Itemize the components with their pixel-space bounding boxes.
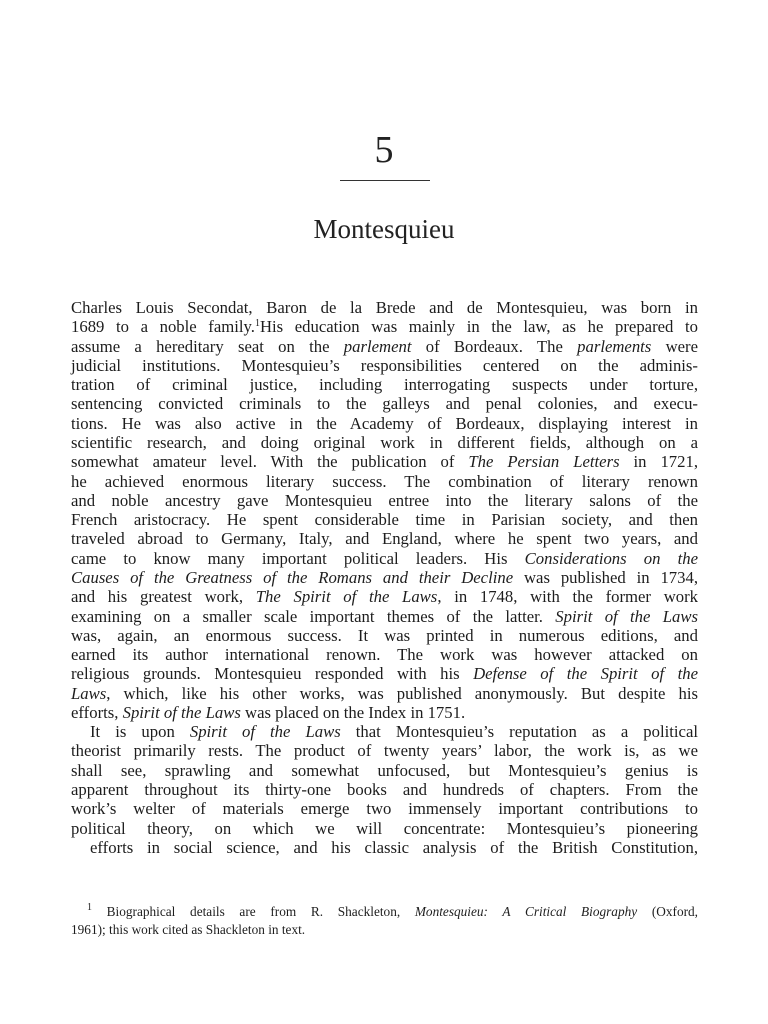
italic-title: Defense of the Spirit of the	[473, 664, 699, 684]
text-line: was, again, an enormous success. It was printed in numerous editions, and	[71, 625, 698, 645]
italic-title: Montesquieu: A Critical Biography	[414, 904, 638, 919]
text-line: theorist primarily rests. The product of twenty years’ labor, the work is, as we	[71, 741, 698, 761]
italic-title: The Spirit of the Laws	[255, 587, 438, 607]
text-line: examining on a smaller scale important themes of the latter. Spirit of the Laws	[71, 606, 698, 626]
text-line: 1689 to a noble family.$^1$His education was mainly in the law, as he prepared to	[71, 317, 698, 337]
text-line: It is upon Spirit of the Laws that Montesquieu’s reputation as a political	[90, 722, 698, 742]
chapter-rule	[340, 180, 430, 181]
text-line: tration of criminal justice, including interrogating suspects under torture,	[71, 375, 698, 395]
text-line: work’s welter of materials emerge two immensely important contributions to	[71, 799, 698, 819]
text-line: and noble ancestry gave Montesquieu entree into the literary salons of the	[71, 490, 698, 510]
italic-title: The Persian Letters	[468, 452, 620, 472]
text-line: religious grounds. Montesquieu responded with his Defense of the Spirit of the	[71, 664, 699, 684]
text-line: he achieved enormous literary success. The combination of literary renown	[71, 471, 698, 491]
text-line: shall see, sprawling and somewhat unfocused, but Montesquieu’s genius is	[71, 760, 698, 780]
text-line: and his greatest work, The Spirit of the Laws, in 1748, with the former work	[71, 587, 698, 607]
body-text	[71, 298, 698, 857]
text-line: efforts, Spirit of the Laws was placed on the Index in 1751.	[71, 702, 466, 722]
italic-title: parlement	[343, 336, 412, 356]
text-line: political theory, on which we will concentrate: Montesquieu’s pioneering	[71, 818, 698, 838]
italic-title: Causes of the Greatness of the Romans and their Decline	[71, 567, 514, 587]
text-line: came to know many important political leaders. His Considerations on the	[71, 548, 698, 568]
footnote	[71, 903, 698, 939]
italic-title: Spirit of the Laws	[189, 722, 341, 742]
footnote-marker: 1	[87, 902, 92, 913]
chapter-title: Montesquieu	[313, 214, 455, 244]
footnote-line: $^1$ Biographical details are from R. Shackleton, Montesquieu: A Critical Biography (Oxford,	[87, 902, 698, 919]
text-line: Causes of the Greatness of the Romans and their Decline was published in 1734,	[71, 567, 698, 587]
text-line: judicial institutions. Montesquieu’s responsibilities centered on the adminis-	[71, 355, 698, 375]
text-line: Charles Louis Secondat, Baron de la Brede and de Montesquieu, was born in	[71, 298, 698, 317]
italic-title: Laws	[71, 683, 107, 703]
text-line: somewhat amateur level. With the publication of The Persian Letters in 1721,	[71, 452, 699, 472]
text-line: assume a hereditary seat on the parlement of Bordeaux. The parlements were	[71, 336, 699, 356]
text-line: Laws, which, like his other works, was published anonymously. But despite his	[71, 683, 698, 703]
italic-title: Spirit of the Laws	[122, 702, 241, 722]
text-line: French aristocracy. He spent considerable time in Parisian society, and then	[71, 510, 698, 530]
text-line: tions. He was also active in the Academy of Bordeaux, displaying interest in	[71, 413, 698, 433]
text-line: efforts in social science, and his classic analysis of the British Constitution,	[90, 837, 698, 857]
italic-title: Considerations on the	[524, 548, 698, 568]
italic-title: parlements	[577, 336, 652, 356]
chapter-number: 5	[374, 129, 394, 171]
text-line: sentencing convicted criminals to the galleys and penal colonies, and execu-	[71, 394, 698, 414]
footnote-line: 1961); this work cited as Shackleton in text.	[71, 922, 306, 937]
text-line: earned its author international renown. The work was however attacked on	[71, 645, 698, 665]
text-line: apparent throughout its thirty-one books and hundreds of chapters. From the	[71, 780, 698, 800]
italic-title: Spirit of the Laws	[555, 606, 698, 626]
text-line: traveled abroad to Germany, Italy, and England, where he spent two years, and	[71, 529, 698, 549]
footnote-marker: 1	[254, 318, 260, 330]
text-line: scientific research, and doing original work in different fields, although on a	[71, 432, 698, 452]
